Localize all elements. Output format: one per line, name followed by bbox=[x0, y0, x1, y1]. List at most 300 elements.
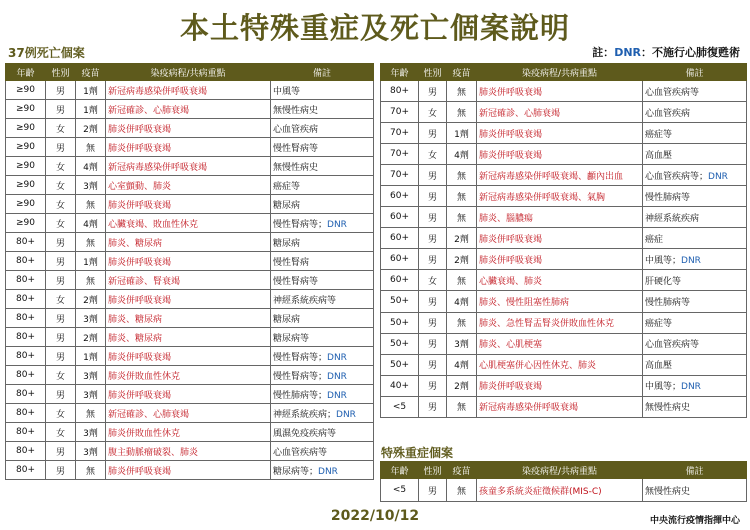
sex-cell bbox=[419, 479, 447, 502]
remark-cell-text: 癌症等 bbox=[273, 181, 301, 192]
table-row bbox=[6, 309, 374, 328]
report-date: 2022/10/12 bbox=[330, 508, 420, 524]
disease-cell bbox=[106, 100, 271, 119]
age-cell bbox=[6, 195, 46, 214]
disease-cell-text: 新冠確診、心肺衰竭 bbox=[479, 108, 561, 119]
sex-cell-text: 男 bbox=[427, 361, 437, 372]
sex-cell bbox=[419, 312, 447, 333]
vaccine-cell-text: 無 bbox=[456, 486, 466, 497]
vaccine-cell bbox=[76, 328, 106, 347]
sex-cell bbox=[419, 270, 447, 291]
age-cell-text: 60+ bbox=[390, 191, 409, 202]
remark-cell-text: 風濕免疫疾病等 bbox=[273, 428, 337, 439]
vaccine-cell bbox=[76, 347, 106, 366]
table-row bbox=[6, 423, 374, 442]
disease-cell-text: 肺炎併呼吸衰竭 bbox=[108, 390, 172, 401]
remark-cell-text: 慢性腎病 bbox=[273, 257, 310, 268]
header-row bbox=[381, 64, 747, 81]
vaccine-cell-text: 3劑 bbox=[83, 447, 98, 458]
remark-cell-text: 高血壓 bbox=[645, 150, 673, 161]
disease-cell bbox=[477, 186, 643, 207]
sex-cell-text: 男 bbox=[427, 319, 437, 330]
disease-cell-text: 肺炎併呼吸衰竭 bbox=[479, 382, 543, 393]
disease-cell-text: 新冠確診、心肺衰竭 bbox=[108, 105, 190, 116]
header-sex: 性別 bbox=[419, 64, 447, 81]
vaccine-cell-text: 3劑 bbox=[83, 371, 98, 382]
sex-cell bbox=[419, 333, 447, 354]
table-row bbox=[6, 271, 374, 290]
remark-cell bbox=[643, 270, 747, 291]
header-disease: 染疫病程/共病重點 bbox=[477, 462, 643, 479]
remark-cell-text: 無慢性病史 bbox=[645, 486, 691, 497]
disease-cell-text: 肺炎、糖尿病 bbox=[108, 238, 163, 249]
vaccine-cell-text: 無 bbox=[456, 171, 466, 182]
disease-cell-text: 新冠病毒感染併呼吸衰竭 bbox=[479, 403, 579, 414]
sex-cell-text: 女 bbox=[55, 371, 65, 382]
age-cell-text: 50+ bbox=[390, 317, 409, 328]
age-cell bbox=[6, 290, 46, 309]
table-row bbox=[381, 479, 747, 502]
age-cell bbox=[381, 144, 419, 165]
disease-cell-text: 新冠確診、心肺衰竭 bbox=[108, 409, 190, 420]
remark-cell bbox=[271, 119, 374, 138]
dnr-tag: DNR bbox=[327, 371, 347, 382]
table-row bbox=[6, 252, 374, 271]
age-cell bbox=[381, 102, 419, 123]
vaccine-cell bbox=[447, 228, 477, 249]
age-cell-text: 40+ bbox=[390, 380, 409, 391]
remark-cell-text: 慢性腎病等 bbox=[273, 276, 319, 287]
disease-cell bbox=[477, 270, 643, 291]
remark-cell bbox=[643, 291, 747, 312]
remark-cell-text: 心血管疾病等 bbox=[645, 87, 700, 98]
disease-cell-text: 肺炎併呼吸衰竭 bbox=[479, 150, 543, 161]
disease-cell bbox=[477, 479, 643, 502]
vaccine-cell bbox=[447, 270, 477, 291]
age-cell-text: 80+ bbox=[16, 446, 35, 456]
sex-cell bbox=[46, 176, 76, 195]
remark-cell bbox=[271, 176, 374, 195]
disease-cell bbox=[477, 228, 643, 249]
sex-cell-text: 女 bbox=[427, 108, 437, 119]
sex-cell-text: 男 bbox=[55, 314, 65, 325]
sex-cell bbox=[46, 271, 76, 290]
sex-cell-text: 女 bbox=[55, 409, 65, 420]
age-cell bbox=[6, 461, 46, 480]
disease-cell bbox=[106, 461, 271, 480]
sex-cell bbox=[46, 214, 76, 233]
sex-cell bbox=[419, 354, 447, 375]
dnr-tag: DNR bbox=[327, 352, 347, 363]
sex-cell bbox=[419, 123, 447, 144]
age-cell-text: 70+ bbox=[390, 170, 409, 181]
vaccine-cell-text: 3劑 bbox=[83, 390, 98, 401]
age-cell-text: 80+ bbox=[16, 313, 35, 323]
disease-cell bbox=[106, 271, 271, 290]
age-cell-text: 50+ bbox=[390, 296, 409, 307]
table-row bbox=[6, 347, 374, 366]
sex-cell-text: 女 bbox=[55, 295, 65, 306]
remark-cell-text: 糖尿病 bbox=[273, 238, 301, 249]
dnr-tag: DNR bbox=[681, 382, 701, 393]
vaccine-cell-text: 無 bbox=[85, 409, 95, 420]
dnr-tag: DNR bbox=[681, 255, 701, 266]
disease-cell bbox=[477, 396, 643, 417]
age-cell-text: 80+ bbox=[16, 275, 35, 285]
vaccine-cell-text: 無 bbox=[85, 238, 95, 249]
disease-cell bbox=[106, 138, 271, 157]
sex-cell bbox=[46, 195, 76, 214]
header-sex: 性別 bbox=[46, 64, 76, 81]
vaccine-cell bbox=[447, 81, 477, 102]
vaccine-cell bbox=[76, 214, 106, 233]
vaccine-cell bbox=[447, 354, 477, 375]
table-row bbox=[381, 123, 747, 144]
sex-cell bbox=[46, 119, 76, 138]
note-prefix: 註： bbox=[592, 46, 615, 59]
vaccine-cell-text: 1劑 bbox=[454, 129, 469, 140]
remark-cell bbox=[643, 144, 747, 165]
disease-cell-text: 肺炎併呼吸衰竭 bbox=[108, 466, 172, 477]
disease-cell bbox=[477, 207, 643, 228]
disease-cell-text: 腹主動脈瘤破裂、肺炎 bbox=[108, 447, 199, 458]
table-row bbox=[381, 249, 747, 270]
sex-cell bbox=[419, 375, 447, 396]
sex-cell bbox=[46, 290, 76, 309]
age-cell-text: 80+ bbox=[16, 370, 35, 380]
vaccine-cell-text: 3劑 bbox=[83, 181, 98, 192]
sex-cell-text: 男 bbox=[55, 447, 65, 458]
table-row bbox=[6, 404, 374, 423]
dnr-tag: DNR bbox=[318, 466, 338, 477]
death-count-label: 37例死亡個案 bbox=[8, 46, 85, 60]
sex-cell-text: 男 bbox=[427, 340, 437, 351]
note-dnr: DNR bbox=[614, 46, 641, 59]
age-cell-text: ≥90 bbox=[16, 218, 35, 228]
age-cell-text: <5 bbox=[392, 401, 407, 412]
remark-cell-text: 慢性腎病等； bbox=[273, 371, 328, 382]
sex-cell bbox=[419, 228, 447, 249]
sex-cell-text: 女 bbox=[55, 200, 65, 211]
header-row bbox=[381, 462, 747, 479]
sex-cell bbox=[46, 100, 76, 119]
table-row bbox=[6, 119, 374, 138]
disease-cell-text: 肺炎併呼吸衰竭 bbox=[479, 129, 543, 140]
vaccine-cell-text: 無 bbox=[456, 213, 466, 224]
sex-cell bbox=[419, 396, 447, 417]
vaccine-cell bbox=[76, 233, 106, 252]
disease-cell-text: 肺炎併敗血性休克 bbox=[108, 428, 181, 439]
age-cell bbox=[381, 312, 419, 333]
vaccine-cell-text: 無 bbox=[85, 200, 95, 211]
sex-cell-text: 男 bbox=[55, 86, 65, 97]
age-cell bbox=[6, 176, 46, 195]
remark-cell-text: 中風等； bbox=[645, 255, 682, 266]
disease-cell bbox=[106, 328, 271, 347]
age-cell bbox=[6, 100, 46, 119]
vaccine-cell bbox=[76, 309, 106, 328]
remark-cell bbox=[271, 100, 374, 119]
sex-cell-text: 男 bbox=[55, 390, 65, 401]
vaccine-cell-text: 無 bbox=[456, 87, 466, 98]
vaccine-cell-text: 2劑 bbox=[454, 382, 469, 393]
vaccine-cell bbox=[76, 157, 106, 176]
age-cell-text: 70+ bbox=[390, 149, 409, 160]
table-row bbox=[381, 312, 747, 333]
table-row bbox=[381, 375, 747, 396]
vaccine-cell bbox=[447, 144, 477, 165]
remark-cell bbox=[271, 461, 374, 480]
vaccine-cell bbox=[447, 479, 477, 502]
vaccine-cell-text: 2劑 bbox=[83, 295, 98, 306]
disease-cell-text: 心室顫動、肺炎 bbox=[108, 181, 172, 192]
age-cell-text: ≥90 bbox=[16, 199, 35, 209]
sex-cell-text: 男 bbox=[427, 213, 437, 224]
remark-cell bbox=[643, 354, 747, 375]
disease-cell bbox=[477, 333, 643, 354]
vaccine-cell-text: 2劑 bbox=[454, 255, 469, 266]
page-title: 本土特殊重症及死亡個案說明 bbox=[179, 11, 570, 45]
sex-cell bbox=[46, 347, 76, 366]
disease-cell-text: 肺炎併呼吸衰竭 bbox=[108, 124, 172, 135]
table-row bbox=[381, 354, 747, 375]
vaccine-cell bbox=[447, 102, 477, 123]
disease-cell-text: 肺炎、糖尿病 bbox=[108, 314, 163, 325]
age-cell bbox=[6, 404, 46, 423]
remark-cell-text: 癌症等 bbox=[645, 319, 673, 330]
sex-cell bbox=[46, 309, 76, 328]
remark-cell bbox=[271, 233, 374, 252]
remark-cell-text: 肝硬化等 bbox=[645, 276, 682, 287]
vaccine-cell bbox=[76, 176, 106, 195]
disease-cell bbox=[477, 102, 643, 123]
disease-cell bbox=[106, 423, 271, 442]
vaccine-cell-text: 1劑 bbox=[83, 105, 98, 116]
table-row bbox=[6, 328, 374, 347]
age-cell-text: 80+ bbox=[16, 351, 35, 361]
sex-cell-text: 男 bbox=[55, 466, 65, 477]
vaccine-cell bbox=[76, 385, 106, 404]
sex-cell bbox=[419, 81, 447, 102]
sex-cell bbox=[419, 186, 447, 207]
remark-cell-text: 糖尿病等 bbox=[273, 333, 310, 344]
disease-cell-text: 孩童多系統炎症徵候群(MIS-C) bbox=[479, 486, 602, 497]
table-row bbox=[6, 176, 374, 195]
remark-cell bbox=[271, 252, 374, 271]
age-cell bbox=[6, 328, 46, 347]
vaccine-cell bbox=[76, 461, 106, 480]
remark-cell bbox=[271, 81, 374, 100]
vaccine-cell bbox=[447, 249, 477, 270]
sex-cell bbox=[419, 144, 447, 165]
vaccine-cell bbox=[76, 404, 106, 423]
vaccine-cell bbox=[447, 396, 477, 417]
age-cell-text: 80+ bbox=[16, 237, 35, 247]
header-age: 年齡 bbox=[6, 64, 46, 81]
age-cell bbox=[381, 479, 419, 502]
remark-cell-text: 糖尿病等； bbox=[273, 466, 319, 477]
table-row bbox=[6, 81, 374, 100]
disease-cell bbox=[106, 81, 271, 100]
sex-cell-text: 男 bbox=[427, 171, 437, 182]
sex-cell-text: 男 bbox=[55, 143, 65, 154]
disease-cell bbox=[106, 233, 271, 252]
remark-cell-text: 神經系統疾病 bbox=[645, 213, 700, 224]
age-cell-text: 60+ bbox=[390, 212, 409, 223]
disease-cell bbox=[106, 214, 271, 233]
vaccine-cell-text: 2劑 bbox=[83, 333, 98, 344]
header-sex: 性別 bbox=[419, 462, 447, 479]
age-cell bbox=[6, 366, 46, 385]
vaccine-cell bbox=[76, 119, 106, 138]
vaccine-cell-text: 無 bbox=[456, 108, 466, 119]
remark-cell bbox=[271, 271, 374, 290]
remark-cell-text: 心血管疾病等； bbox=[645, 171, 709, 182]
header-age: 年齡 bbox=[381, 462, 419, 479]
age-cell bbox=[6, 347, 46, 366]
remark-cell bbox=[271, 214, 374, 233]
disease-cell bbox=[477, 165, 643, 186]
age-cell-text: ≥90 bbox=[16, 180, 35, 190]
disease-cell bbox=[106, 157, 271, 176]
disease-cell-text: 肺炎、心肌梗塞 bbox=[479, 340, 543, 351]
table-row bbox=[381, 81, 747, 102]
vaccine-cell bbox=[447, 291, 477, 312]
age-cell-text: <5 bbox=[392, 485, 407, 495]
sex-cell bbox=[46, 328, 76, 347]
age-cell bbox=[6, 233, 46, 252]
remark-cell bbox=[643, 228, 747, 249]
table-row bbox=[381, 207, 747, 228]
remark-cell bbox=[643, 165, 747, 186]
disease-cell bbox=[106, 366, 271, 385]
remark-cell-text: 無慢性病史 bbox=[645, 403, 691, 414]
disease-cell-text: 肺炎、急性腎盂腎炎併敗血性休克 bbox=[479, 319, 615, 330]
vaccine-cell-text: 無 bbox=[85, 143, 95, 154]
header-row bbox=[6, 64, 374, 81]
disease-cell bbox=[106, 385, 271, 404]
age-cell-text: 80+ bbox=[390, 86, 409, 97]
vaccine-cell-text: 1劑 bbox=[83, 86, 98, 97]
age-cell bbox=[6, 271, 46, 290]
age-cell-text: 60+ bbox=[390, 275, 409, 286]
table-row bbox=[6, 233, 374, 252]
vaccine-cell-text: 3劑 bbox=[83, 428, 98, 439]
remark-cell bbox=[643, 333, 747, 354]
age-cell bbox=[6, 385, 46, 404]
age-cell bbox=[6, 138, 46, 157]
age-cell-text: 80+ bbox=[16, 465, 35, 475]
vaccine-cell-text: 3劑 bbox=[454, 340, 469, 351]
remark-cell bbox=[643, 207, 747, 228]
table-row bbox=[6, 157, 374, 176]
remark-cell bbox=[643, 249, 747, 270]
disease-cell-text: 肺炎併敗血性休克 bbox=[108, 371, 181, 382]
header-disease: 染疫病程/共病重點 bbox=[477, 64, 643, 81]
sex-cell-text: 男 bbox=[427, 255, 437, 266]
vaccine-cell bbox=[76, 138, 106, 157]
vaccine-cell-text: 4劑 bbox=[454, 150, 469, 161]
disease-cell bbox=[106, 309, 271, 328]
vaccine-cell bbox=[447, 123, 477, 144]
sex-cell bbox=[46, 138, 76, 157]
age-cell bbox=[381, 333, 419, 354]
table-row bbox=[381, 291, 747, 312]
remark-cell bbox=[271, 423, 374, 442]
remark-cell bbox=[643, 123, 747, 144]
table-row bbox=[6, 100, 374, 119]
remark-cell-text: 心血管疾病 bbox=[273, 124, 319, 135]
age-cell bbox=[381, 186, 419, 207]
remark-cell-text: 癌症等 bbox=[645, 129, 673, 140]
sex-cell-text: 男 bbox=[55, 352, 65, 363]
table-row bbox=[381, 270, 747, 291]
remark-cell bbox=[271, 366, 374, 385]
vaccine-cell bbox=[76, 252, 106, 271]
disease-cell bbox=[477, 144, 643, 165]
remark-cell-text: 神經系統疾病等 bbox=[273, 295, 337, 306]
vaccine-cell-text: 無 bbox=[456, 319, 466, 330]
vaccine-cell-text: 3劑 bbox=[83, 314, 98, 325]
disease-cell bbox=[477, 312, 643, 333]
age-cell bbox=[381, 165, 419, 186]
sex-cell-text: 女 bbox=[55, 181, 65, 192]
sex-cell-text: 女 bbox=[55, 219, 65, 230]
age-cell bbox=[6, 157, 46, 176]
disease-cell-text: 肺炎併呼吸衰竭 bbox=[108, 295, 172, 306]
sex-cell-text: 男 bbox=[427, 403, 437, 414]
age-cell-text: 70+ bbox=[390, 128, 409, 139]
vaccine-cell bbox=[447, 333, 477, 354]
header-vaccine: 疫苗 bbox=[76, 64, 106, 81]
sex-cell bbox=[46, 233, 76, 252]
remark-cell-text: 慢性腎病等； bbox=[273, 352, 328, 363]
sex-cell-text: 男 bbox=[55, 238, 65, 249]
table-row bbox=[6, 214, 374, 233]
header-remark: 備註 bbox=[643, 64, 747, 81]
remark-cell-text: 心血管疾病等 bbox=[273, 447, 328, 458]
disease-cell-text: 新冠病毒感染併呼吸衰竭、顱內出血 bbox=[479, 171, 624, 182]
table-row bbox=[6, 290, 374, 309]
disease-cell bbox=[106, 252, 271, 271]
remark-cell bbox=[643, 102, 747, 123]
disease-cell bbox=[106, 290, 271, 309]
note-suffix: ：不施行心肺復甦術 bbox=[641, 46, 740, 59]
sex-cell bbox=[46, 423, 76, 442]
age-cell-text: ≥90 bbox=[16, 104, 35, 114]
age-cell bbox=[6, 81, 46, 100]
disease-cell-text: 肺炎併呼吸衰竭 bbox=[479, 87, 543, 98]
vaccine-cell-text: 2劑 bbox=[83, 124, 98, 135]
sex-cell bbox=[46, 366, 76, 385]
vaccine-cell bbox=[76, 195, 106, 214]
age-cell-text: ≥90 bbox=[16, 142, 35, 152]
age-cell-text: 60+ bbox=[390, 254, 409, 265]
vaccine-cell-text: 1劑 bbox=[83, 257, 98, 268]
disease-cell bbox=[477, 81, 643, 102]
sex-cell-text: 男 bbox=[427, 234, 437, 245]
sex-cell-text: 女 bbox=[427, 150, 437, 161]
vaccine-cell-text: 2劑 bbox=[454, 234, 469, 245]
remark-cell bbox=[643, 186, 747, 207]
table-row bbox=[381, 102, 747, 123]
disease-cell-text: 肺炎併呼吸衰竭 bbox=[108, 143, 172, 154]
disease-cell bbox=[477, 375, 643, 396]
sex-cell bbox=[46, 442, 76, 461]
remark-cell bbox=[271, 385, 374, 404]
remark-cell-text: 癌症 bbox=[645, 234, 664, 245]
sex-cell bbox=[419, 249, 447, 270]
